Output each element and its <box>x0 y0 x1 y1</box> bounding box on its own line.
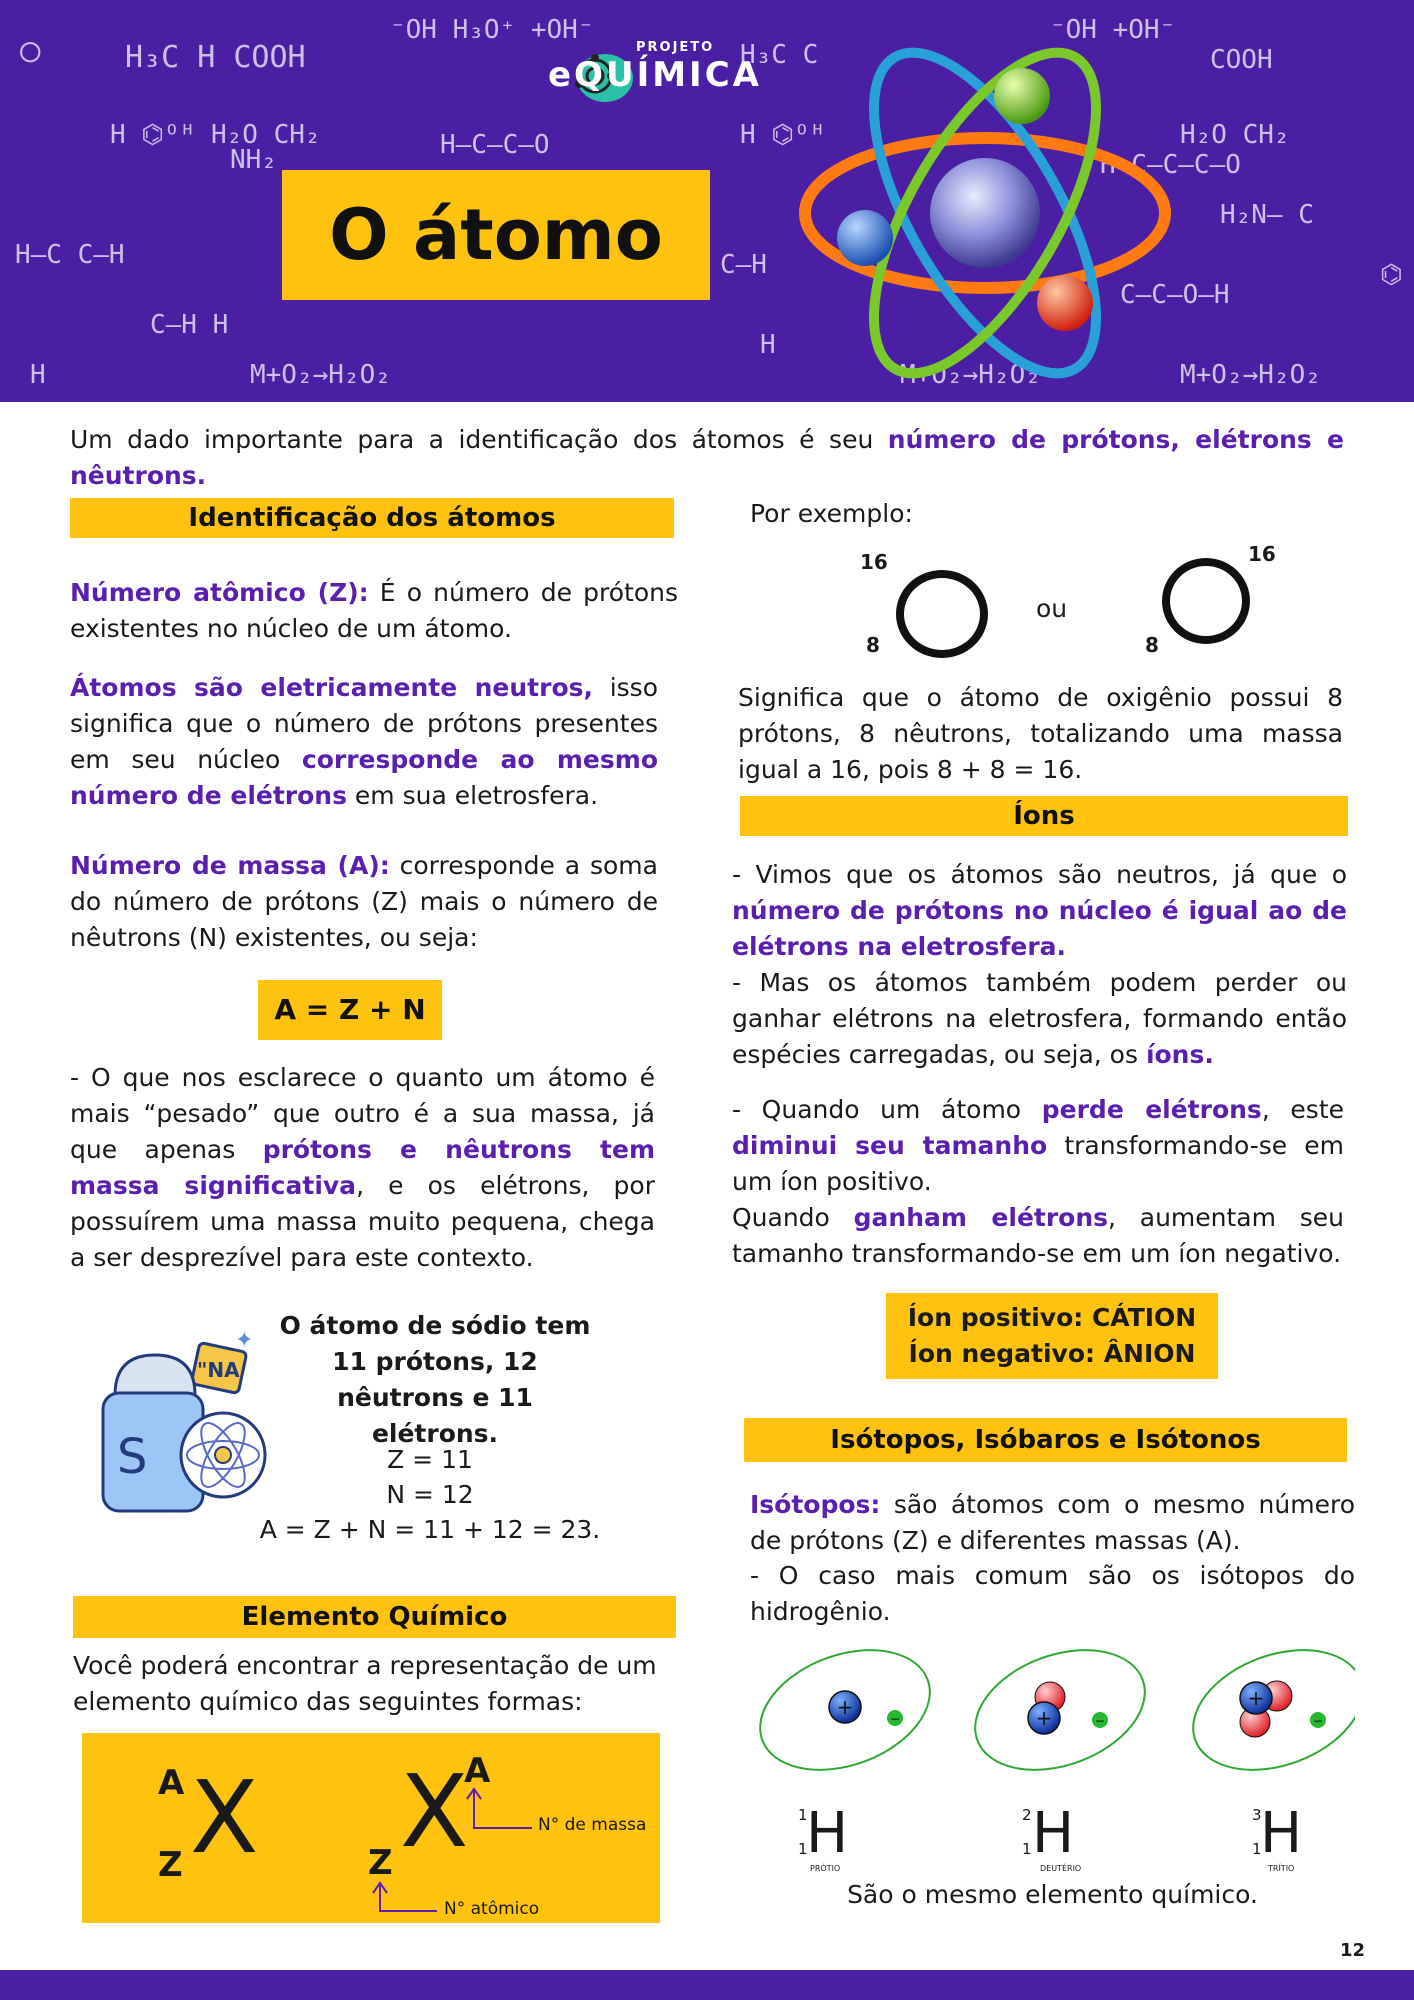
protio-proton-sign: + <box>836 1695 854 1719</box>
example2-mass: 16 <box>1248 542 1276 566</box>
section-title-identificacao: Identificação dos átomos <box>70 498 674 538</box>
notation2-atomic-letter: Z <box>368 1843 393 1883</box>
sodium-a: A = Z + N = 11 + 12 = 23. <box>259 1515 601 1544</box>
deuterio-proton-sign: + <box>1035 1706 1053 1730</box>
isotopes-example-text: - O caso mais comum são os isótopos do hidrogênio. <box>750 1561 1355 1626</box>
deuterio-electron-sign: − <box>1094 1714 1106 1728</box>
notation1-symbol: X <box>190 1759 259 1876</box>
sodium-title: O átomo de sódio tem 11 prótons, 12 nêutrons e 11 elétrons. <box>279 1311 591 1448</box>
isotope-deuterio: 2 1 H DEUTÉRIO <box>1022 1801 1082 1873</box>
element-paragraph: Você poderá encontrar a representação de um elemento químico das seguintes formas: <box>73 1651 657 1716</box>
example1-atomic: 8 <box>866 633 880 657</box>
atom-illustration <box>790 28 1180 398</box>
isotopes-definition: Isótopos: são átomos com o mesmo número de prótons (Z) e diferentes massas (A). <box>750 1490 1355 1555</box>
page-title: O átomo <box>329 194 663 276</box>
header-banner: ○ H₃C H COOH ⁻OH H₃O⁺ +OH⁻ H ⌬ᴼᴴ H₂O CH₂ NH₂ H–C–C–O H–C C–H C–H H M+O₂→H₂O₂ H H₃C C H ⌬ᴼᴴ C–H H M+O₂→H₂O₂ ⁻OH +OH⁻ COOH H₂O CH₂ H–C–C–C–O H₂N– C C–C–O–H M+O₂→H₂O₂ ⌬ PROJETO eQUÍMICA O átomo <box>0 0 1414 402</box>
page-title-box <box>282 170 710 300</box>
isotope-tritio: 3 1 H TRÍTIO <box>1252 1801 1303 1873</box>
cation-label: Íon positivo: CÁTION <box>907 1303 1197 1332</box>
sodium-values <box>220 1442 640 1547</box>
mass-number-label: N° de massa <box>538 1815 647 1835</box>
oxygen-symbol-2 <box>1162 558 1250 644</box>
sodium-n: N = 12 <box>386 1480 474 1509</box>
ions-paragraph-3: - Quando um átomo perde elétrons, este diminui seu tamanho transformando-se em um íon positivo. <box>732 1095 1344 1196</box>
salt-label: "NA <box>197 1358 240 1382</box>
anion-label: Íon negativo: ÂNION <box>908 1339 1196 1368</box>
footer-bar <box>0 1970 1414 2000</box>
mass-number-paragraph: Número de massa (A): corresponde a soma do número de prótons (Z) mais o número de nêutrons (N) existentes, ou seja: <box>70 851 658 952</box>
section-title-elemento: Elemento Químico <box>73 1596 676 1638</box>
atomic-number-paragraph: Número atômico (Z): É o número de prótons existentes no núcleo de um átomo. <box>70 578 678 643</box>
example1-mass: 16 <box>860 550 888 574</box>
salt-s-letter: S <box>117 1429 148 1485</box>
svg-text:✦: ✦ <box>235 1328 254 1353</box>
notation2-mass-letter: A <box>464 1751 491 1791</box>
brand-name: eQUÍMICA <box>548 55 762 95</box>
neutral-atoms-paragraph: Átomos são eletricamente neutros, isso significa que o número de prótons presentes em seu núcleo corresponde ao mesmo número de elétrons em sua eletrosfera. <box>70 673 658 810</box>
brand-tagline: PROJETO <box>636 40 715 55</box>
tritio-proton-sign: + <box>1247 1686 1265 1710</box>
sodium-z: Z = 11 <box>387 1445 473 1474</box>
page-number: 12 <box>1340 1940 1366 1961</box>
section-title-ions: Íons <box>740 796 1348 836</box>
notation2-symbol: X <box>400 1753 469 1870</box>
notation1-atomic-letter: Z <box>158 1845 183 1885</box>
hydrogen-isotopes-diagram <box>755 1640 1355 1780</box>
ions-paragraph-2: - Mas os átomos também podem perder ou ganhar elétrons na eletrosfera, formando então espécies carregadas, ou seja, os íons. <box>732 968 1347 1069</box>
ion-types-box <box>886 1293 1218 1379</box>
oxygen-explanation: Significa que o átomo de oxigênio possui 8 prótons, 8 nêutrons, totalizando uma massa igual a 16, pois 8 + 8 = 16. <box>738 683 1343 784</box>
ions-paragraph-1: - Vimos que os átomos são neutros, já que o número de prótons no núcleo é igual ao de elétrons na eletrosfera. <box>732 860 1347 961</box>
atomic-number-label: N° atômico <box>444 1899 540 1919</box>
tritio-electron-sign: − <box>1312 1714 1324 1728</box>
ions-paragraph-4: Quando ganham elétrons, aumentam seu tamanho transformando-se em um íon negativo. <box>732 1203 1344 1268</box>
example2-atomic: 8 <box>1145 633 1159 657</box>
oxygen-symbol-1 <box>896 570 988 658</box>
isotopes-footer-text: São o mesmo elemento químico. <box>847 1880 1258 1909</box>
example-or: ou <box>1036 594 1068 623</box>
element-notation-box <box>82 1733 660 1923</box>
notation1-mass-letter: A <box>158 1763 185 1803</box>
intro-paragraph: Um dado importante para a identificação dos átomos é seu número de prótons, elétrons e nêutrons. <box>70 425 1344 490</box>
example-label: Por exemplo: <box>750 499 913 528</box>
isotope-protio: 1 1 H PRÓTIO <box>798 1801 849 1873</box>
protio-electron-sign: − <box>889 1712 901 1726</box>
section-title-isotopos: Isótopos, Isóbaros e Isótonos <box>744 1418 1347 1462</box>
mass-formula-box: A = Z + N <box>258 980 442 1040</box>
mass-explanation-paragraph: - O que nos esclarece o quanto um átomo é mais “pesado” que outro é a sua massa, já que apenas prótons e nêutrons tem massa significativa, e os elétrons, por possuírem uma massa muito pequena, chega a ser desprezível para este contexto. <box>70 1063 656 1272</box>
